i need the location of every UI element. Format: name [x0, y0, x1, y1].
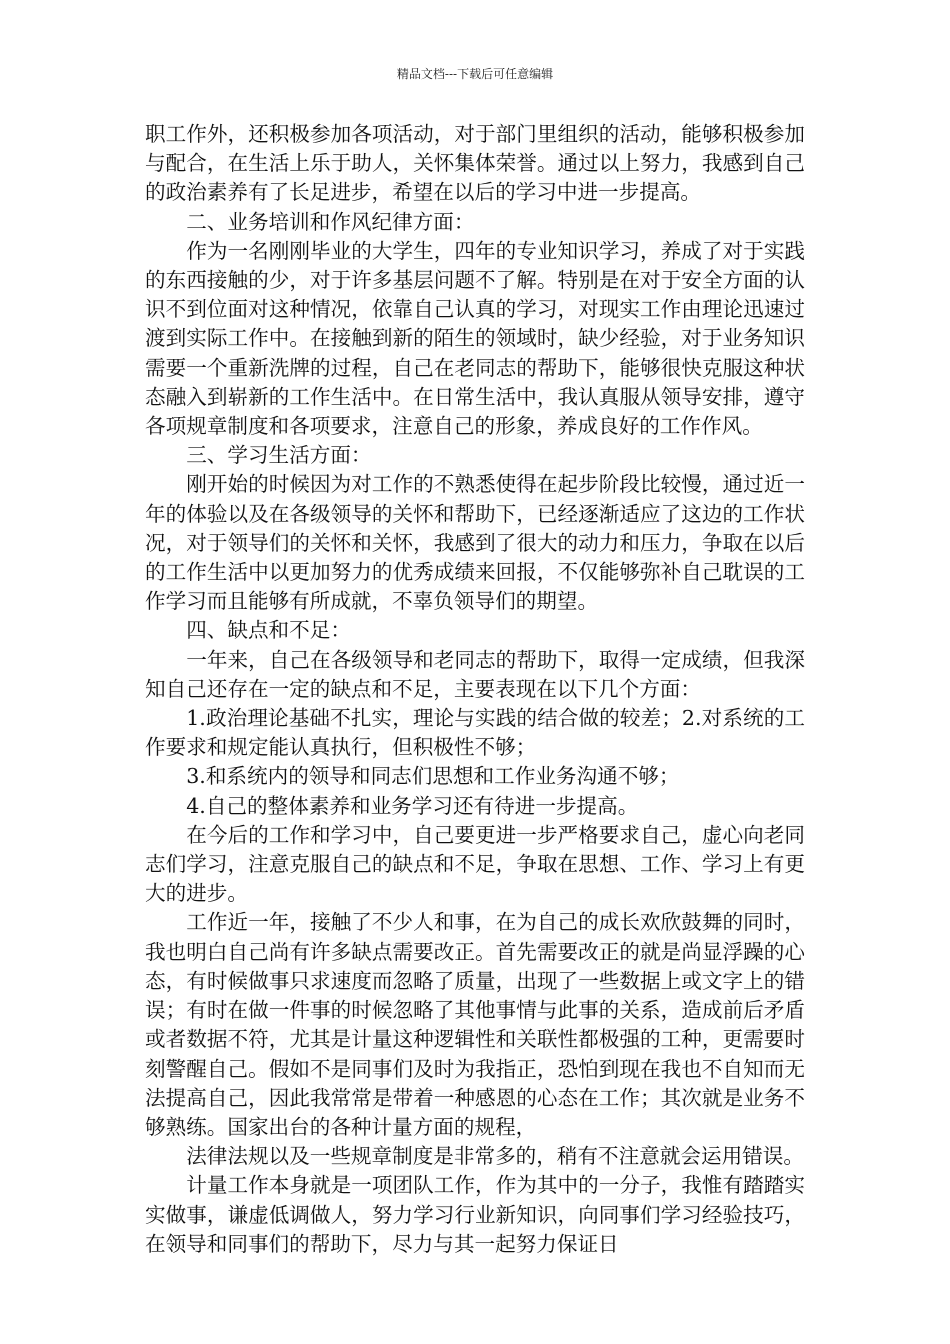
paragraph-3: 作为一名刚刚毕业的大学生，四年的专业知识学习，养成了对于实践的东西接触的少，对于许多基层问题不了解。特别是在对于安全方面的认识不到位面对这种情况，依靠自己认真的学习，对现实工作由理论迅速过渡到实际工作中。在接触到新的陌生的领域时，缺少经验，对于业务知识需要一个重新洗牌的过程，自己在老同志的帮助下，能够很快克服这种状态融入到崭新的工作生活中。在日常生活中，我认真服从领导安排，遵守各项规章制度和各项要求，注意自己的形象，养成良好的工作作风。	[145, 238, 805, 439]
list-item-1: 1.政治理论基础不扎实，理论与实践的结合做的较差；2.对系统的工作要求和规定能认真执行，但积极性不够；	[145, 706, 805, 760]
document-body	[145, 120, 805, 1259]
paragraph-1: 职工作外，还积极参加各项活动，对于部门里组织的活动，能够积极参加与配合，在生活上乐于助人，关怀集体荣誉。通过以上努力，我感到自己的政治素养有了长足进步，希望在以后的学习中进一步提高。	[145, 122, 805, 205]
paragraph-11: 在今后的工作和学习中，自己要更进一步严格要求自己，虚心向老同志们学习，注意克服自己的缺点和不足，争取在思想、工作、学习上有更大的进步。	[145, 822, 805, 906]
section-heading-3: 三、学习生活方面：	[186, 443, 372, 468]
paragraph-5: 刚开始的时候因为对工作的不熟悉使得在起步阶段比较慢，通过近一年的体验以及在各级领导的关怀和帮助下，已经逐渐适应了这边的工作状况，对于领导们的关怀和关怀，我感到了很大的动力和压力，争取在以后的工作生活中以更加努力的优秀成绩来回报，不仅能够弥补自己耽误的工作学习而且能够有所成就，不辜负领导们的期望。	[145, 472, 805, 614]
list-item-4: 4.自己的整体素养和业务学习还有待进一步提高。	[186, 793, 639, 818]
list-item-3: 3.和系统内的领导和同志们思想和工作业务沟通不够；	[186, 764, 680, 789]
page-header: 精品文档---下载后可任意编辑	[396, 67, 554, 81]
paragraph-14: 计量工作本身就是一项团队工作，作为其中的一分子，我惟有踏踏实实做事，谦虚低调做人，努力学习行业新知识，向同事们学习经验技巧，在领导和同事们的帮助下，尽力与其一起努力保证日	[145, 1173, 805, 1256]
paragraph-13: 法律法规以及一些规章制度是非常多的，稍有不注意就会运用错误。	[186, 1144, 804, 1169]
paragraph-7: 一年来，自己在各级领导和老同志的帮助下，取得一定成绩，但我深知自己还存在一定的缺点和不足，主要表现在以下几个方面：	[145, 647, 805, 701]
section-heading-4: 四、缺点和不足：	[186, 618, 351, 643]
section-heading-2: 二、业务培训和作风纪律方面：	[186, 209, 475, 234]
paragraph-12: 工作近一年，接触了不少人和事，在为自己的成长欢欣鼓舞的同时，我也明白自己尚有许多缺点需要改正。首先需要改正的就是尚显浮躁的心态，有时候做事只求速度而忽略了质量，出现了一些数据上或文字上的错误；有时在做一件事的时候忽略了其他事情与此事的关系，造成前后矛盾或者数据不符，尤其是计量这种逻辑性和关联性都极强的工种，更需要时刻警醒自己。假如不是同事们及时为我指正，恐怕到现在我也不自知而无法提高自己，因此我常常是带着一种感恩的心态在工作；其次就是业务不够熟练。国家出台的各种计量方面的规程，	[145, 910, 805, 1139]
